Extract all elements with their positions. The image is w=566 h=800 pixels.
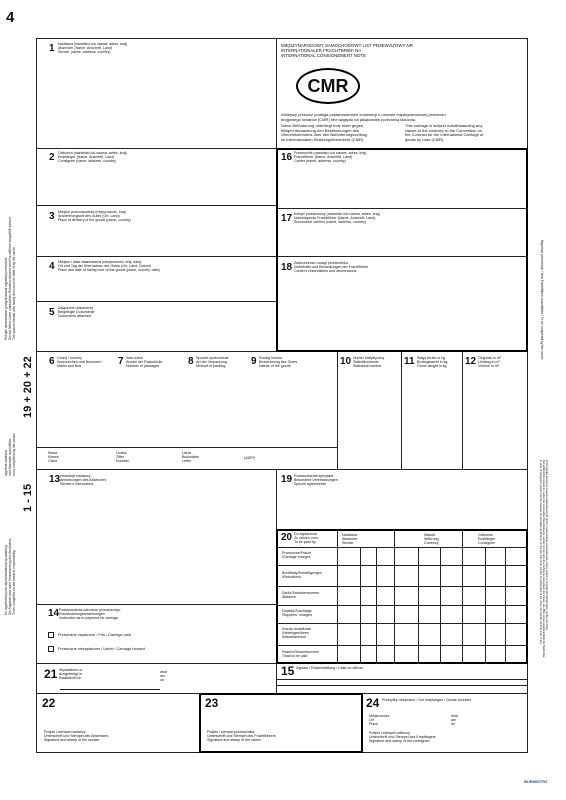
right-note-dangerous-goods: W przypadku przewozu towarów niebezpiecznych oprócz ewentualnego poświadczenia, należy podać w ostatniej linii rubryki klasę, liczbę oraz literę Bei gefährlichen Gütern ist, außer der eventuellen Bescheinigung, auf der letzten Linie des Rahmens anzugeben: die Klasse, die Ziffer sowie gegebenenfalls der Buchstabe In case of dangerous goods mention, besides the possible certification, on the last line of the column the particulars of the class, the number and the letter, if any [538,460,548,658]
header-title: MIĘDZYNARODOWY SAMOCHODOWY LIST PRZEWOZOWY NR INTERNATIONALER FRACHTBRIEF No INTERNATIONAL CONSIGNEMENT NOTE [281,43,413,59]
field-24-signature: Podpis i stempel odbiorcy Unterschrift und Stempel des Empfängers Signature and stamp of the consignee [369,731,436,744]
carriage-paid-checkbox[interactable] [48,632,54,638]
payment-row-supplementary-charges: Dopłaty/Zuschläge /Supplem. charges [282,609,312,618]
payment-row-total: Razem/Gesamtsumme /Total to be paid [282,650,319,659]
payment-col-currency: Waluta Währung Currency [424,533,439,546]
payment-row-balance: Saldo/Zwischensumme /Balance [282,591,320,600]
carriage-paid-label: Przewoźne zapłacone / Frei / Carriage paid [58,633,131,637]
left-numbers-carrier: 19 + 20 + 22 [22,356,34,418]
field-24-place: Miejscowość Ort Place [369,714,390,727]
payment-row-carriage-charges: Przewoźne/Fracht /Carriage charges [282,551,311,560]
left-note-sender: wypełnia nadawca vom Absender auszufüllen to be completed by the sender [4,433,16,476]
publisher-logo: BURMISTRZ [524,779,548,784]
left-note-responsibility: Do wypełnienia pod odpowiedzialnością nadawcy Die Angaben sind unter Verantwortung des Absenders To be completed on the senders responsibility [4,538,16,615]
convention-en: This carriage is subject notwithstanding any clause to the contrary, to the Convention on the Contract for the International Carriage of goods by road (CMR). [405,123,484,142]
payment-row-reductions: Bonifikaty/Ermäßigungen /Reductions [282,571,323,580]
copy-number: 4 [6,9,15,26]
left-note-carrier-frames: Rubryki obramowane grubymi liniami wypełnia przewoźnik Die mit fetten Linien umrandeten Rubriken müssen vom Frachtführer ausgefüllt werden The spaces framed with heavy lines must be filled in by the carrier [4,217,16,340]
convention-pl: Niniejszy przewóz podlega postanowieniom konwencji o umowie międzynarodowej przewozu drogowego towarów (CMR) bez względu na jakąkolwiek przeciwną klauzulę. [281,112,446,122]
cmr-logo: CMR [296,68,360,104]
class-letter-label: Litera Buchstabe Letter [182,451,199,464]
payment-row-miscellaneous: Koszty dodatkowe /Nebengebühren /Miscellaneous [282,627,312,640]
right-note-carrier: Wypełnia przewoźnik / Vom Frachtführer auszufüllen / To be completed by the carrier [540,240,544,360]
carriage-forward-label: Przewoźne niezapłacone / Unfrei / Carriage forward [58,647,145,651]
carrier-frame-23 [199,693,363,753]
class-number-label: Liczba Ziffer Number [116,451,129,464]
carrier-frame-16-18 [276,148,528,352]
class-label: Klasa Klasse Class [48,451,59,464]
field-21-date: dnia am on [160,670,167,683]
carriage-forward-checkbox[interactable] [48,646,54,652]
adr-label: (ADR*) [244,456,256,460]
left-numbers-sender: 1 - 15 [22,483,34,512]
field-24-date: dnia am on [451,714,458,727]
payment-col-sender: Nadawca Absender Sender [342,533,358,546]
convention-de: Diese Beförderung unterliegt trotz einer gegen- teiligen Abmachung den Bestimmungen des Übereinkommens über den Beförderungsvertrag im internationalen Straßengüterverkehr (CMR). [281,123,367,142]
payment-col-consignee: Odbiorca Empfänger Consignee [478,533,496,546]
